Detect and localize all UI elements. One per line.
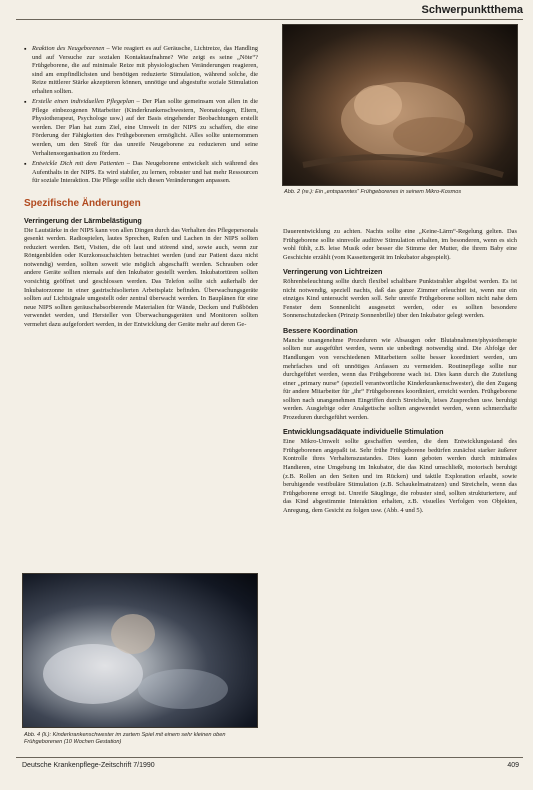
bullet-item bbox=[24, 160, 258, 186]
subsection-heading: Verringerung von Lichtreizen bbox=[283, 267, 383, 277]
subsection-text: Manche unangenehme Prozeduren wie Absaugen oder Blutabnahmen/physiotherapie sollten nur ausgeführt werden, wenn sie unbedingt notwendig sind. Die Abfolge der Handlungen von verschiedenen Mitarbeitern sollte besser koordiniert werden, um mehrfaches und oft unnötiges Anfassen zu vermeiden. Routinepflege sollte nur durchgeführt werden, wenn das Frühgeborene wach ist. Dies kann durch die Zuteilung einer „primary nurse“ (speziell verantwortliche Kinderkrankenschwester), die den Zugang für andere Mitarbeiter für „ihr“ Frühgeborenes koordiniert, erreicht werden. Frühgeborene sollten nach unangenehmen Eingriffen durch Streicheln, leises Zusprechen usw. beruhigt werden. Ausgiebige oder Analgetische sollten angewendet werden, wenn schmerzhafte Prozeduren durchgeführt werden. bbox=[283, 336, 517, 421]
subsection-heading: Entwicklungsadäquate individuelle Stimulation bbox=[283, 427, 444, 437]
photo-top-caption: Abb. 2 (re.): Ein „entspanntes“ Frühgeborenes in seinem Mikro-Kosmos bbox=[284, 189, 462, 195]
subsection-text: Die Lautstärke in der NIPS kann von allen Dingen durch das Verhalten des Pflegepersonals gesenkt werden. Radiospielen, lautes Sprechen, Rufen und Lachen in der NIPS sollten reduziert werden. Bett, Visiten, die oft laut und störend sind, sowie auch, wenn zur Röntgenbilden oder Kurzkonsuchsichten betrachtet werden (und zur Patient dazu nicht notwendig) werden, sollten soweit wie möglich abgeschafft werden. Schrauben oder andere Geräte sollten niemals auf den Inkubator gestellt werden. Inkubatortüren sollten vorsichtig geöffnet und geschlossen werden. Das Telefon sollte sich außerhalb der Inkubatorzonne in einer gastrischisolierten Arbeitsplatz befinden. Überwachungsgeräte sollten auf Lichtsignale umgestellt oder zentral überwacht werden. In Bauplänen für eine neue NIPS sollten geräuschabsorbierende Materialien für Wände, Decken und Fußböden verwendet werden, und Hersteller von Überwachungsgeräten und Monitoren sollten vermehrt dazu aufgefordert werden, in der Entwicklung der Geräte mehr auf deren Ge- bbox=[24, 226, 258, 328]
subsection-text: Eine Mikro-Umwelt sollte geschaffen werden, die dem Entwicklungsstand des Frühgeborenen angepaßt ist. Sehr frühe Frühgeborene bedürfen zunächst starker äußerer Kontrolle ihres Verhaltenszustandes. Dies kann geboten werden durch minimales Handieren, eine Umgebung im Inkubator, die das Kind umschließt, motorisch beruhigt (z.B. Rollen an den Seiten und im Rücken) und taktile Exploration erlaubt, sowie beruhigende vestibuläre Stimulation (z.B. Schaukelmatratzen) und Streicheln, wenn das Frühgeborene erregt ist. Unreife Säuglinge, die robuster sind, sollten strukturiertere, auf das Kind abgestimmte Interaktion erhalten, z.B. visuelles Verfolgen von Objekten, Anregung, dem Gesicht zu folgen usw. (Abb. 4 und 5). bbox=[283, 438, 517, 514]
footer-journal: Deutsche Krankenpflege-Zeitschrift 7/1990 bbox=[22, 762, 155, 769]
bullet-text: – Wie reagiert es auf Geräusche, Lichtreize, das Handling und auf Versuche zur sozialen Kontaktaufnahme? Wie zeigt es seine „Nöte“? Frühgeborene, die auf minimale Reize mit physiologischen Veränderungen reagieren, sind am empfindlichsten und benötigen reduzierte Stimulation, während solche, die Reize mittlerer Stärke akzeptieren können, unnötige und abgestufte soziale Stimulation erhalten sollten. bbox=[32, 45, 258, 95]
section-heading: Spezifische Änderungen bbox=[24, 197, 141, 209]
photo-bottom-image bbox=[23, 574, 258, 728]
left-column bbox=[24, 45, 258, 329]
header-rule bbox=[16, 19, 523, 20]
photo-bottom-caption: Abb. 4 (li.): Kinderkrankenschwester im zartem Spiel mit einem sehr kleinen oben Frühgeborenen (10 Wochen Gestation) bbox=[24, 732, 226, 746]
footer-page-number: 409 bbox=[507, 762, 519, 769]
page-header-title: Schwerpunktthema bbox=[421, 4, 523, 16]
photo-bottom bbox=[22, 573, 258, 728]
subsection-heading: Bessere Koordination bbox=[283, 325, 358, 335]
bullet-text: – Das Neugeborene entwickelt sich während des Aufenthalts in der NIPS. Es wird stabiler, zu lernen, robuster und hat mehr Ressourcen für soziale Interaktion. Die Pflege sollte sich diesen Veränderungen anpassen. bbox=[32, 160, 258, 185]
right-column bbox=[283, 228, 517, 515]
bullet-lead: Entwickle Dich mit dem Patienten bbox=[32, 160, 124, 168]
right-intro-text: Dauerentwicklung zu achten. Nachts sollte eine „Keine-Lärm“-Regelung gelten. Das Frühgeborene sollte sinnvolle auditive Stimulation erhalten, im besonderen, wenn es sich wohl fühlt, z.B. leise Musik oder besser die Stimme der Mutter, die ihrem Baby eine Geschichte erzählt (vom Kassettengerät im Inkubator abgespielt). bbox=[283, 228, 517, 261]
bullet-lead: Reaktion des Neugeborenen bbox=[32, 45, 105, 52]
photo-top bbox=[282, 24, 518, 186]
subsection-heading: Verringerung der Lärmbelästigung bbox=[24, 215, 142, 225]
footer-rule bbox=[16, 757, 523, 758]
photo-top-image bbox=[283, 25, 518, 186]
bullet-list bbox=[24, 45, 258, 186]
bullet-item bbox=[24, 98, 258, 158]
bullet-text: – Der Plan sollte gemeinsam von allen in die Pflege einbezogenen Mitarbeiter (Kinderkrankenschwestern, Neonatologen, Eltern, Physiotherapeut, Psychologe usw.) auf der Basis eingehender Beobachtungen erstellt werden. Der Plan hat zum Ziel, eine Umwelt in der NIPS zu schaffen, die eine Förderung der Fähigkeiten des Frühgeborenen ermöglicht. Alles sollte unternommen werden, um den Streß für das unreife Neugeborene zu reduzieren und seine Verhaltensorganisation zu fördern. bbox=[32, 98, 258, 157]
bullet-item bbox=[24, 45, 258, 96]
bullet-lead: Erstelle einen individuellen Pflegeplan bbox=[32, 98, 135, 106]
subsection-text: Röhrenbeleuchtung sollte durch flexibel schaltbare Punktstrahler abgelöst werden. Es ist nicht notwendig, speziell nachts, daß das ganze Zimmer erleuchtet ist, wenn nur ein einziges Kind untersucht werden soll. Sehr unreife Frühgeborene sollten nicht nahe dem Fenster dem Sonnenlicht ausgesetzt werden, oder es sollten besondere Sonnenschutzdecken (Prinzip Sonnenbrille) über den Inkubator gelegt werden. bbox=[283, 278, 517, 320]
